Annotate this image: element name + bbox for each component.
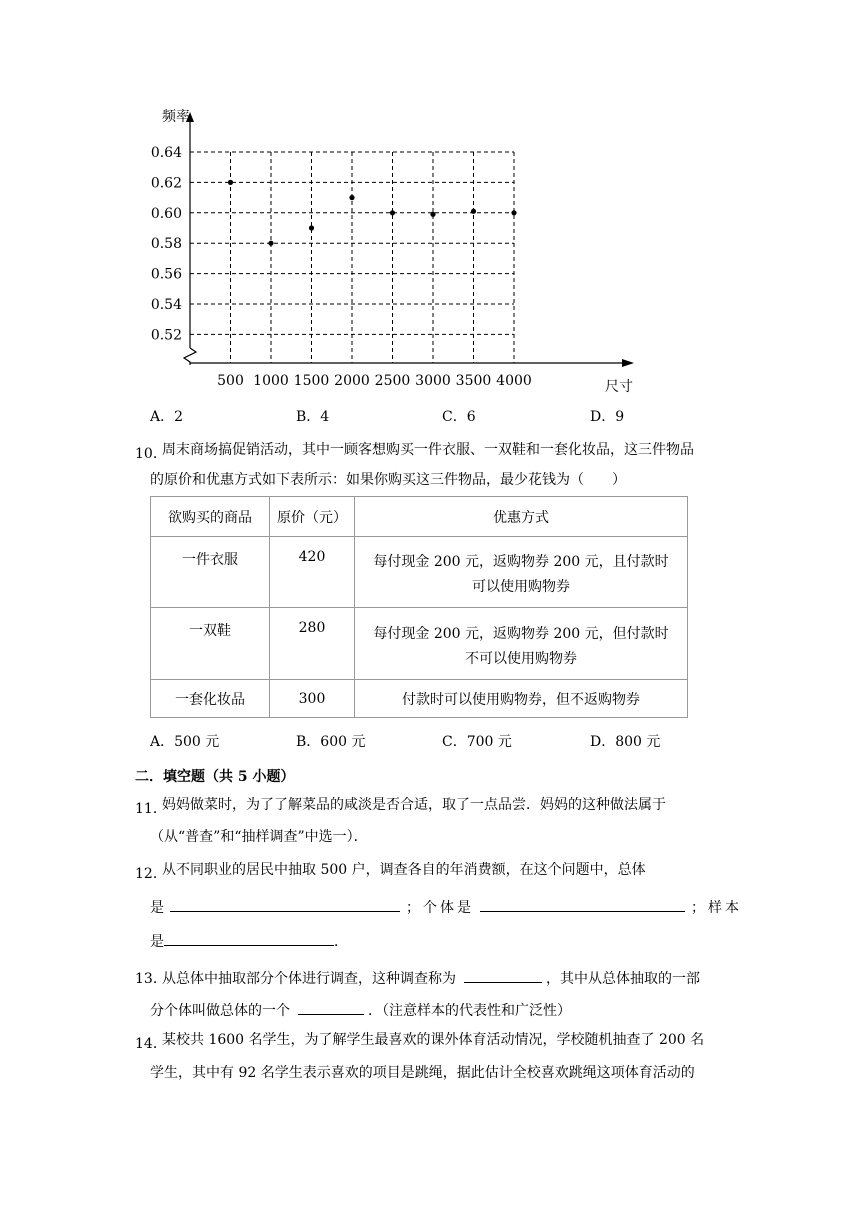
q12-sample-blank[interactable] [164, 931, 334, 946]
q13-text-c: 分个体叫做总体的一个 [150, 1003, 290, 1019]
q12-text-shi2: 是 [150, 934, 164, 950]
data-point [511, 210, 516, 215]
y-tick-label: 0.64 [150, 145, 182, 161]
table-cell-price: 300 [270, 680, 355, 718]
q10-option-b[interactable]: B．600 元 [296, 734, 366, 750]
table-row [151, 680, 688, 718]
table-cell-item: 一套化妆品 [151, 680, 270, 718]
q13-text-d: ．（注意样本的代表性和广泛性） [368, 1003, 571, 1019]
q13-text-a: 从总体中抽取部分个体进行调查，这种调查称为 [162, 971, 456, 987]
table-row [151, 608, 688, 680]
x-tick-label: 4000 [496, 373, 532, 389]
q12-text-end: ． [334, 934, 348, 950]
q14-text-line2: 学生，其中有 92 名学生表示喜欢的项目是跳绳，据此估计全校喜欢跳绳这项体育活动的 [150, 1065, 695, 1081]
q12-population-blank[interactable] [170, 897, 400, 912]
chart-grid [190, 152, 514, 363]
x-tick-label: 3000 [415, 373, 451, 389]
q11-text-line2: （从“普查”和“抽样调查”中选一）． [150, 829, 368, 845]
q13-number: 13． [135, 971, 167, 987]
table-header-row [151, 497, 688, 537]
q9-option-d[interactable]: D．9 [590, 409, 625, 425]
x-tick-label: 1500 [293, 373, 330, 389]
q12-text-line2 [150, 897, 742, 915]
x-tick-label: 2500 [374, 373, 411, 389]
data-point [309, 225, 314, 230]
offer-line2: 可以使用购物券 [472, 579, 570, 595]
x-tick-label: 500 [217, 373, 244, 389]
q9-option-c[interactable]: C．6 [442, 409, 476, 425]
y-axis-label: 频率 [162, 109, 190, 125]
q12-text-shi: 是 [150, 900, 164, 916]
table-row [151, 537, 688, 608]
y-tick-label: 0.62 [150, 175, 182, 192]
table-cell-item: 一双鞋 [151, 608, 270, 680]
q12-text-individual: ；个体是 [406, 900, 474, 916]
data-point [471, 209, 476, 214]
q13-text-line2 [150, 1000, 571, 1018]
q13-text-b: ，其中从总体抽取的一部 [546, 971, 700, 987]
data-point [228, 180, 233, 185]
q10-option-a[interactable]: A．500 元 [150, 734, 220, 750]
x-tick-label: 1000 [253, 373, 289, 389]
q12-number: 12． [135, 866, 167, 882]
q12-text-line3 [150, 931, 348, 949]
offer-line1: 每付现金 200 元，返购物券 200 元，但付款时 [373, 625, 669, 642]
table-cell-price: 420 [270, 537, 355, 608]
x-axis-label: 尺寸 [605, 379, 633, 395]
table-header-price: 原价（元） [270, 497, 355, 537]
q11-text-line1: 妈妈做菜时，为了了解菜品的咸淡是否合适，取了一点品尝．妈妈的这种做法属于 [162, 797, 666, 813]
offer-line2: 不可以使用购物券 [465, 650, 577, 667]
y-tick-label: 0.54 [150, 297, 182, 313]
q9-option-a[interactable]: A．2 [150, 409, 184, 425]
q12-text-line1: 从不同职业的居民中抽取 500 户，调查各自的年消费额，在这个问题中，总体 [162, 862, 646, 878]
y-tick-label: 0.52 [150, 327, 182, 344]
table-header-offer: 优惠方式 [355, 497, 688, 537]
q13-sample-blank[interactable] [298, 1000, 364, 1015]
y-tick-label: 0.58 [150, 236, 182, 253]
q10-option-c[interactable]: C．700 元 [442, 734, 512, 750]
section-heading: 二．填空题（共 5 小题） [135, 769, 295, 785]
x-tick-label: 2000 [334, 373, 370, 389]
data-point [430, 212, 435, 217]
table-cell-offer: 付款时可以使用购物券，但不返购物券 [355, 680, 688, 718]
q10-text-line2: 的原价和优惠方式如下表所示：如果你购买这三件物品，最少花钱为（ ） [150, 472, 626, 488]
data-point [268, 241, 273, 246]
q13-text-line1 [162, 968, 700, 986]
q12-individual-blank[interactable] [480, 897, 685, 912]
offer-line1: 每付现金 200 元，返购物券 200 元，且付款时 [373, 554, 669, 570]
table-header-item: 欲购买的商品 [151, 497, 270, 537]
table-cell-price: 280 [270, 608, 355, 680]
q14-number: 14． [135, 1036, 167, 1052]
q14-text-line1: 某校共 1600 名学生，为了解学生最喜欢的课外体育活动情况，学校随机抽查了 200 名 [162, 1032, 705, 1048]
chart-tick-labels [151, 145, 532, 389]
q13-sampling-blank[interactable] [464, 968, 542, 983]
q9-option-b[interactable]: B．4 [296, 409, 330, 425]
q11-number: 11． [135, 801, 167, 817]
q12-text-sample: ；样本 [691, 900, 742, 916]
q10-text-line1: 周末商场搞促销活动，其中一顾客想购买一件衣服、一双鞋和一套化妆品，这三件物品 [162, 442, 694, 458]
q10-number: 10． [135, 446, 167, 462]
y-tick-label: 0.60 [150, 205, 182, 222]
x-axis-arrow [622, 359, 634, 367]
table-cell-offer [355, 537, 688, 608]
x-tick-label: 3500 [455, 373, 492, 389]
table-cell-item: 一件衣服 [151, 537, 270, 608]
data-point [349, 195, 354, 200]
y-tick-label: 0.56 [150, 266, 182, 283]
q10-option-d[interactable]: D．800 元 [590, 734, 661, 750]
frequency-scatter-chart [140, 100, 650, 400]
q10-price-table [150, 496, 688, 718]
table-cell-offer [355, 608, 688, 680]
data-point [390, 210, 395, 215]
